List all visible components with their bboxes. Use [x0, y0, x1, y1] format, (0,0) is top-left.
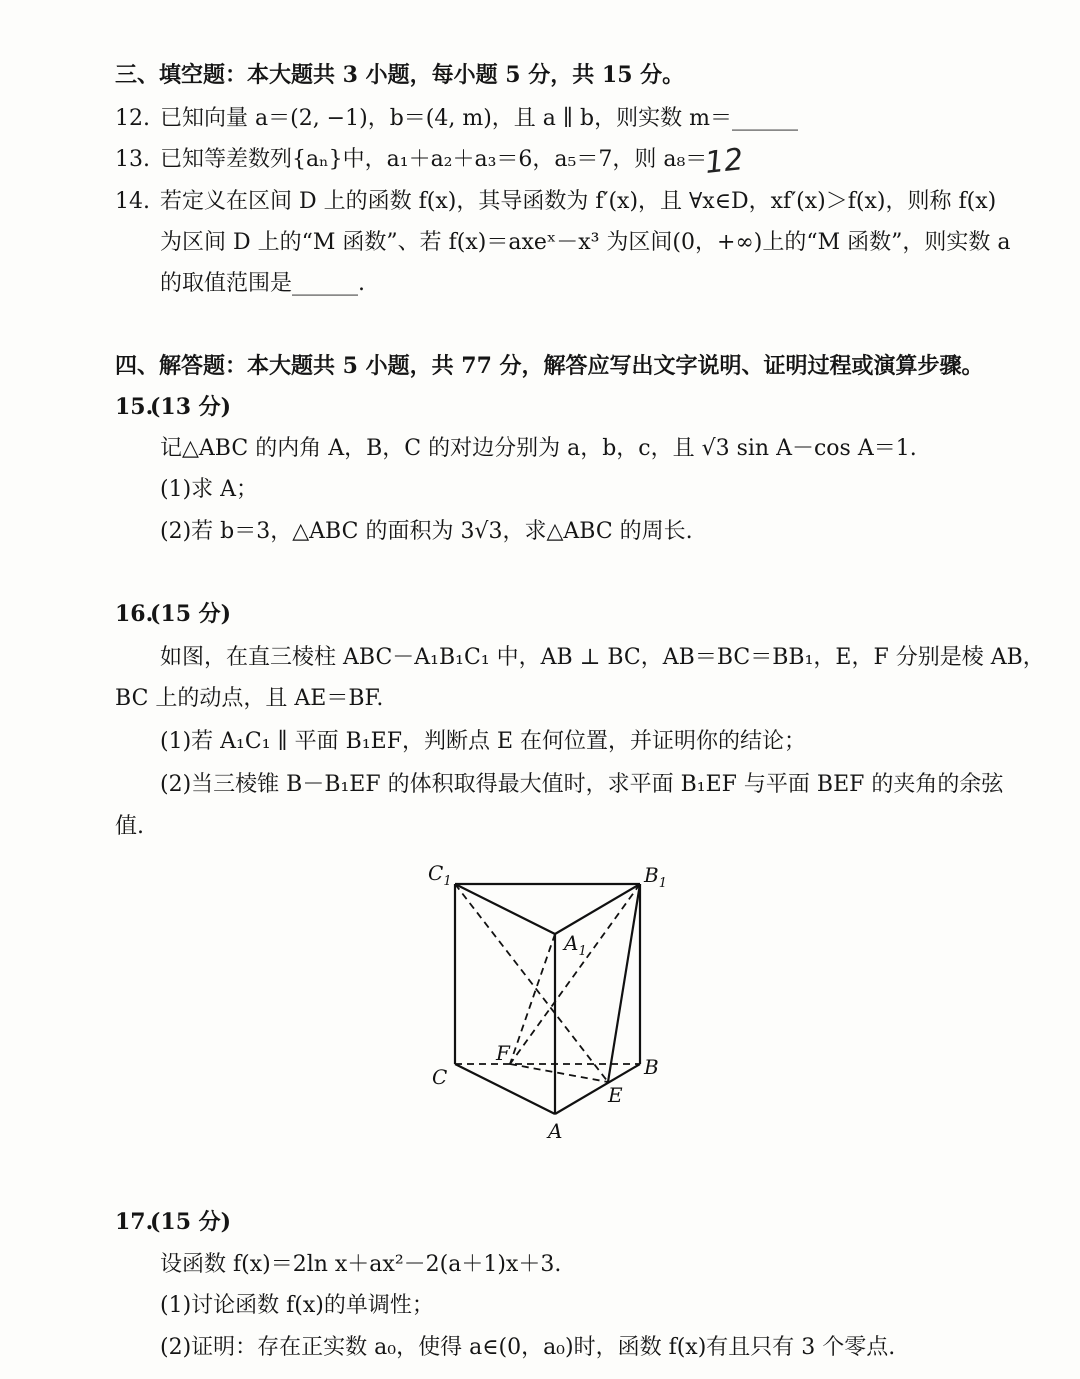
q17-number: 17.: [115, 1209, 154, 1235]
q15-number: 15.: [115, 394, 154, 420]
q15-score: (13 分): [150, 394, 232, 420]
edge-A1B1: [555, 884, 640, 934]
edge-C1A1: [455, 884, 555, 934]
q12-number: 12.: [115, 106, 150, 131]
edge-CA: [455, 1064, 555, 1114]
q17-part1: (1)讨论函数 f(x)的单调性；: [160, 1293, 434, 1318]
label-E: E: [608, 1083, 623, 1107]
section3-header: 三、填空题：本大题共 3 小题，每小题 5 分，共 15 分。: [115, 62, 685, 88]
segment-FE-hidden: [510, 1064, 608, 1082]
q12-text: 已知向量 a＝(2, −1)，b＝(4, m)，且 a ∥ b，则实数 m＝______: [160, 106, 798, 131]
segment-B1F-hidden: [510, 884, 640, 1064]
q15-stem: 记△ABC 的内角 A，B，C 的对边分别为 a，b，c，且 √3 sin A－cos A＝1.: [160, 436, 917, 461]
q17-part2: (2)证明：存在正实数 a₀，使得 a∈(0，a₀)时，函数 f(x)有且只有 3 个零点.: [160, 1335, 896, 1360]
q14-number: 14.: [115, 189, 150, 214]
q15-part1: (1)求 A；: [160, 477, 259, 502]
q14-line3: 的取值范围是______.: [160, 271, 365, 296]
q16-number: 16.: [115, 601, 154, 627]
label-A1: $A_1$: [564, 931, 587, 959]
q13-number: 13.: [115, 147, 150, 172]
q13-handwritten-answer: 12: [703, 142, 745, 181]
q17-stem: 设函数 f(x)＝2ln x＋ax²－2(a＋1)x＋3.: [160, 1252, 562, 1277]
q16-stem-line1: 如图，在直三棱柱 ABC－A₁B₁C₁ 中，AB ⊥ BC，AB＝BC＝BB₁，E，F 分别是棱 AB，: [160, 645, 1045, 670]
prism-diagram: [400, 852, 700, 1152]
q16-stem-line2: BC 上的动点，且 AE＝BF.: [115, 686, 384, 711]
q17-score: (15 分): [150, 1209, 232, 1235]
label-B: B: [644, 1055, 659, 1079]
segment-C1E-hidden: [455, 884, 608, 1082]
edge-AB: [555, 1064, 640, 1114]
label-B1: $B_1$: [644, 863, 667, 891]
label-F: F: [496, 1041, 510, 1065]
q16-part1: (1)若 A₁C₁ ∥ 平面 B₁EF，判断点 E 在何位置，并证明你的结论；: [160, 729, 807, 754]
label-C: C: [432, 1065, 448, 1089]
segment-B1E: [608, 884, 640, 1082]
section4-header: 四、解答题：本大题共 5 小题，共 77 分，解答应写出文字说明、证明过程或演算步骤。: [115, 353, 984, 379]
q15-part2: (2)若 b＝3，△ABC 的面积为 3√3，求△ABC 的周长.: [160, 519, 693, 544]
q16-part2-line1: (2)当三棱锥 B－B₁EF 的体积取得最大值时，求平面 B₁EF 与平面 BEF 的夹角的余弦: [160, 772, 1004, 797]
q13-text: 已知等差数列{aₙ}中，a₁＋a₂＋a₃＝6，a₅＝7，则 a₈＝: [160, 147, 708, 172]
label-A: A: [548, 1119, 563, 1143]
segment-A1F-hidden: [510, 934, 555, 1064]
q14-line2: 为区间 D 上的“M 函数”、若 f(x)＝axeˣ－x³ 为区间(0，+∞)上的“M 函数”，则实数 a: [160, 230, 1011, 255]
prism-figure: [400, 852, 700, 1152]
q16-score: (15 分): [150, 601, 232, 627]
label-C1: $C_1$: [428, 861, 452, 889]
q14-line1: 若定义在区间 D 上的函数 f(x)，其导函数为 f′(x)，且 ∀x∈D，xf′(x)＞f(x)，则称 f(x): [160, 189, 997, 214]
q16-part2-line2: 值.: [115, 814, 144, 839]
